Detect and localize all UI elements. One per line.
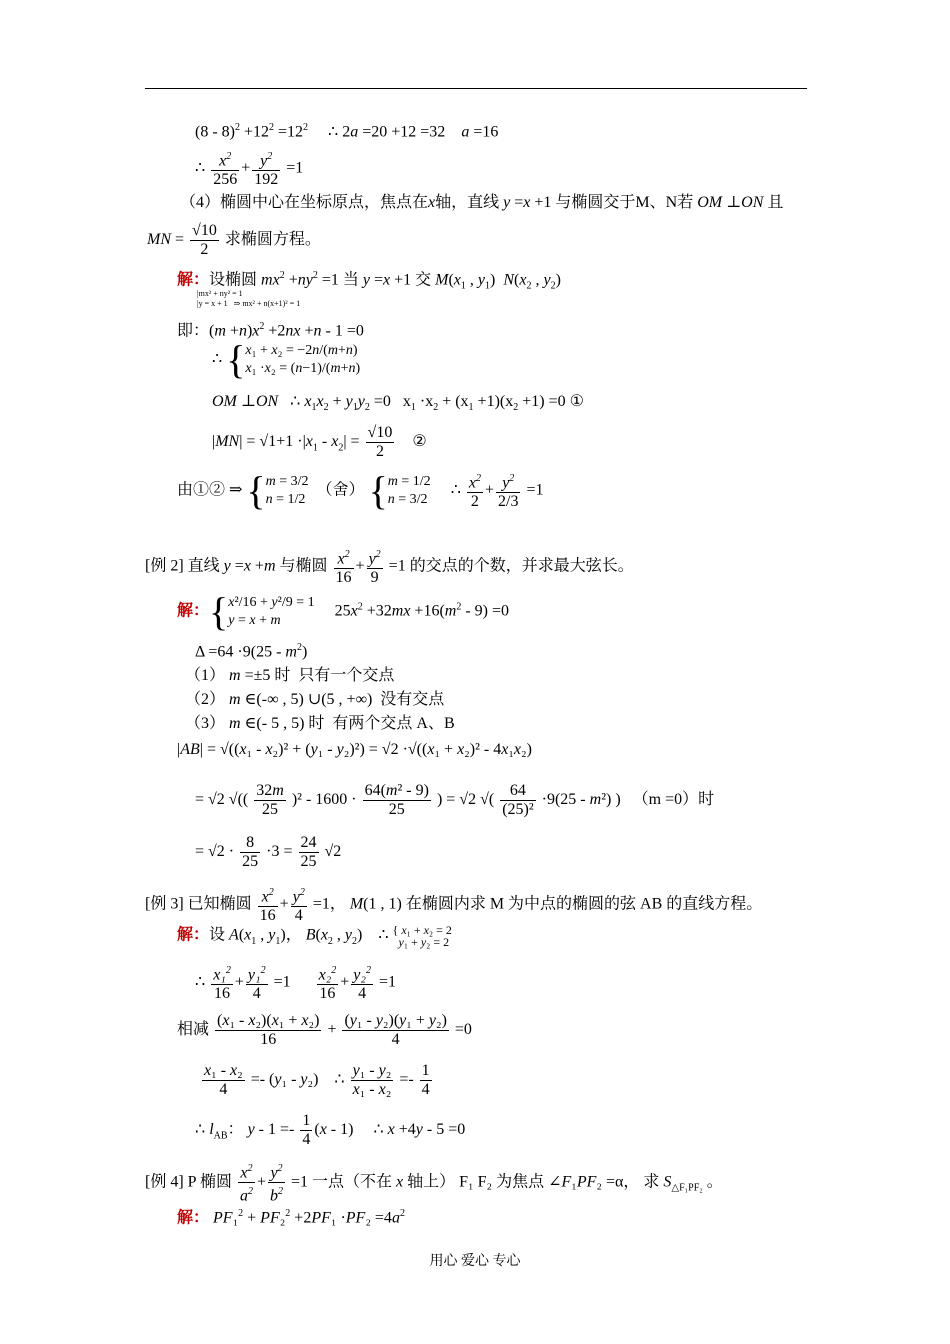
problem-4-condition: MN = $\frac{√10}{2}$ 求椭圆方程。	[147, 222, 321, 258]
example-3-slope: $\frac{\text{x₁ - x₂}}{4}$ =- (y₁ - y₂) ∴ $\frac{\text{y₁ - y₂}}{\text{x₁ - x₂}}$ =- $\frac{1}{4}$	[204, 1062, 430, 1098]
chord-length-expansion: = √2 √(( $\frac{32m}{25}$ )² - 1600 · $\frac{\text{64(m² - 9)}}{25}$ ) = √2 √( $\frac{64}{\text{(25)²}}$ ·9(25 - m²) ) （m =0）时	[195, 782, 715, 818]
case-1: （1） m =±5 时 只有一个交点	[185, 667, 395, 684]
chord-length-condition: $|MN| = √1+1 \cdot|x_1 - x_2|$ = $\frac{√10}{2}$ ②	[212, 424, 427, 460]
tiny-system: |mx² + ny² = 1 |y = x + 1 ⇒ mx² + n(x+1)² = 1	[197, 289, 301, 308]
discriminant: $\Delta =64 \cdot 9(25 - m^2)$	[195, 642, 308, 661]
perpendicular-condition: OM ⊥ON ∴ $x_1x_2 + y_1y_2 =0$ $x_1 \cdot x_2 + (x_1 +1)(x_2 +1) =0$ ①	[212, 393, 584, 414]
header-rule	[145, 88, 807, 89]
page-footer: 用心 爱心 专心	[429, 1254, 521, 1269]
solution-4-setup: 解：设椭圆 $mx^2 +ny^2 =1$ 当 y =x +1 交 $M(x_1$ , $y_1$) $N(x_2$ , $y_2$)	[177, 270, 561, 292]
vieta-system: ∴ {x₁ + x₂ = −2n/(m+n) x₁ ·x₂ = (n−1)/(m+n)	[212, 337, 361, 382]
example-2-statement: [例 2] 直线 y =x +m 与椭圆 $\frac{x^2}{16}$ + $\frac{y^2}{9}$ =1 的交点的个数，并求最大弦长。	[145, 546, 634, 587]
example-2-system: 解：{x²/16 + y²/9 = 1 y = x + m $25x^2 +32mx +16(m^2 - 9) =0$	[177, 589, 510, 634]
chord-length-ab: |AB| = √((x₁ - x₂)² + (y₁ - y₂)²) = √2 ·√((x₁ + x₂)² - 4x₁x₂)	[177, 741, 532, 758]
case-2: （2） m ∈(-∞ , 5) ∪(5 , +∞) 没有交点	[185, 691, 445, 708]
max-chord-length: = √2 · $\frac{8}{25}$ ·3 = $\frac{24}{25}$ √2	[195, 834, 342, 870]
problem-4-statement: （4）椭圆中心在坐标原点，焦点在x轴，直线 y =x +1 与椭圆交于M、N若 OM ⊥ON 且	[180, 194, 784, 211]
example-3-statement: [例 3] 已知椭圆 $\frac{x^2}{16}$ + $\frac{y^2}{4}$ =1， M(1 , 1) 在椭圆内求 M 为中点的椭圆的弦 AB 的直线方程。	[145, 884, 762, 925]
example-3-subtract: 相减 $\frac{\text{(x₁ - x₂)(x₁ + x₂)}}{16}$ + $\frac{\text{(y₁ - y₂)(y₁ + y₂)}}{4}$ =0	[177, 1012, 472, 1048]
quadratic-equation: 即：$(m +n)x^2 +2nx +n - 1 =0$	[177, 321, 364, 340]
equation-line-1: $(8 - 8)^2 +12^2 =12^2$ ∴ 2a =20 +12 =32 a =16	[195, 122, 499, 141]
solution-4-result: 由①② ⇒ {m = 3/2 n = 1/2 （舍） {m = 1/2 n = 3/2 ∴ $\frac{x^2}{2}$ + $\frac{y^2}{2/3}$ =1	[177, 467, 544, 513]
example-4-statement: [例 4] P 椭圆 $\frac{x^2}{a^2}$ + $\frac{y^2}{b^2}$ =1 一点（不在 x 轴上） F₁ F₂ 为焦点 ∠F₁PF₂ =α， 求 $S_{\triangle F_1PF_2}$ 。	[145, 1160, 723, 1206]
ellipse-equation-256-192: ∴ $\frac{x^2}{256}$ + $\frac{y^2}{192}$ =1	[195, 148, 303, 189]
example-3-setup: 解：设 $A(x_1$ , $y_1$)， $B(x_2$ , $y_2$) ∴ { x₁ + x₂ = 2 y₁ + y₂ = 2	[177, 923, 452, 949]
example-4-solution-start: 解： $PF_1^2 + PF_2^2 +2PF_1 \cdot PF_2 =4a^2$	[177, 1208, 405, 1227]
example-3-points-on-ellipse: ∴ $\frac{x_1^2}{16}$ + $\frac{y_1^2}{4}$ =1 $\frac{x_2^2}{16}$ + $\frac{y_2^2}{4}$ =1	[195, 962, 396, 1003]
case-3: （3） m ∈(- 5 , 5) 时 有两个交点 A、B	[185, 715, 455, 732]
example-3-line-equation: ∴ $l_{AB}$： y - 1 =- $\frac{1}{4}$ (x - 1) ∴ x +4y - 5 =0	[195, 1112, 466, 1148]
